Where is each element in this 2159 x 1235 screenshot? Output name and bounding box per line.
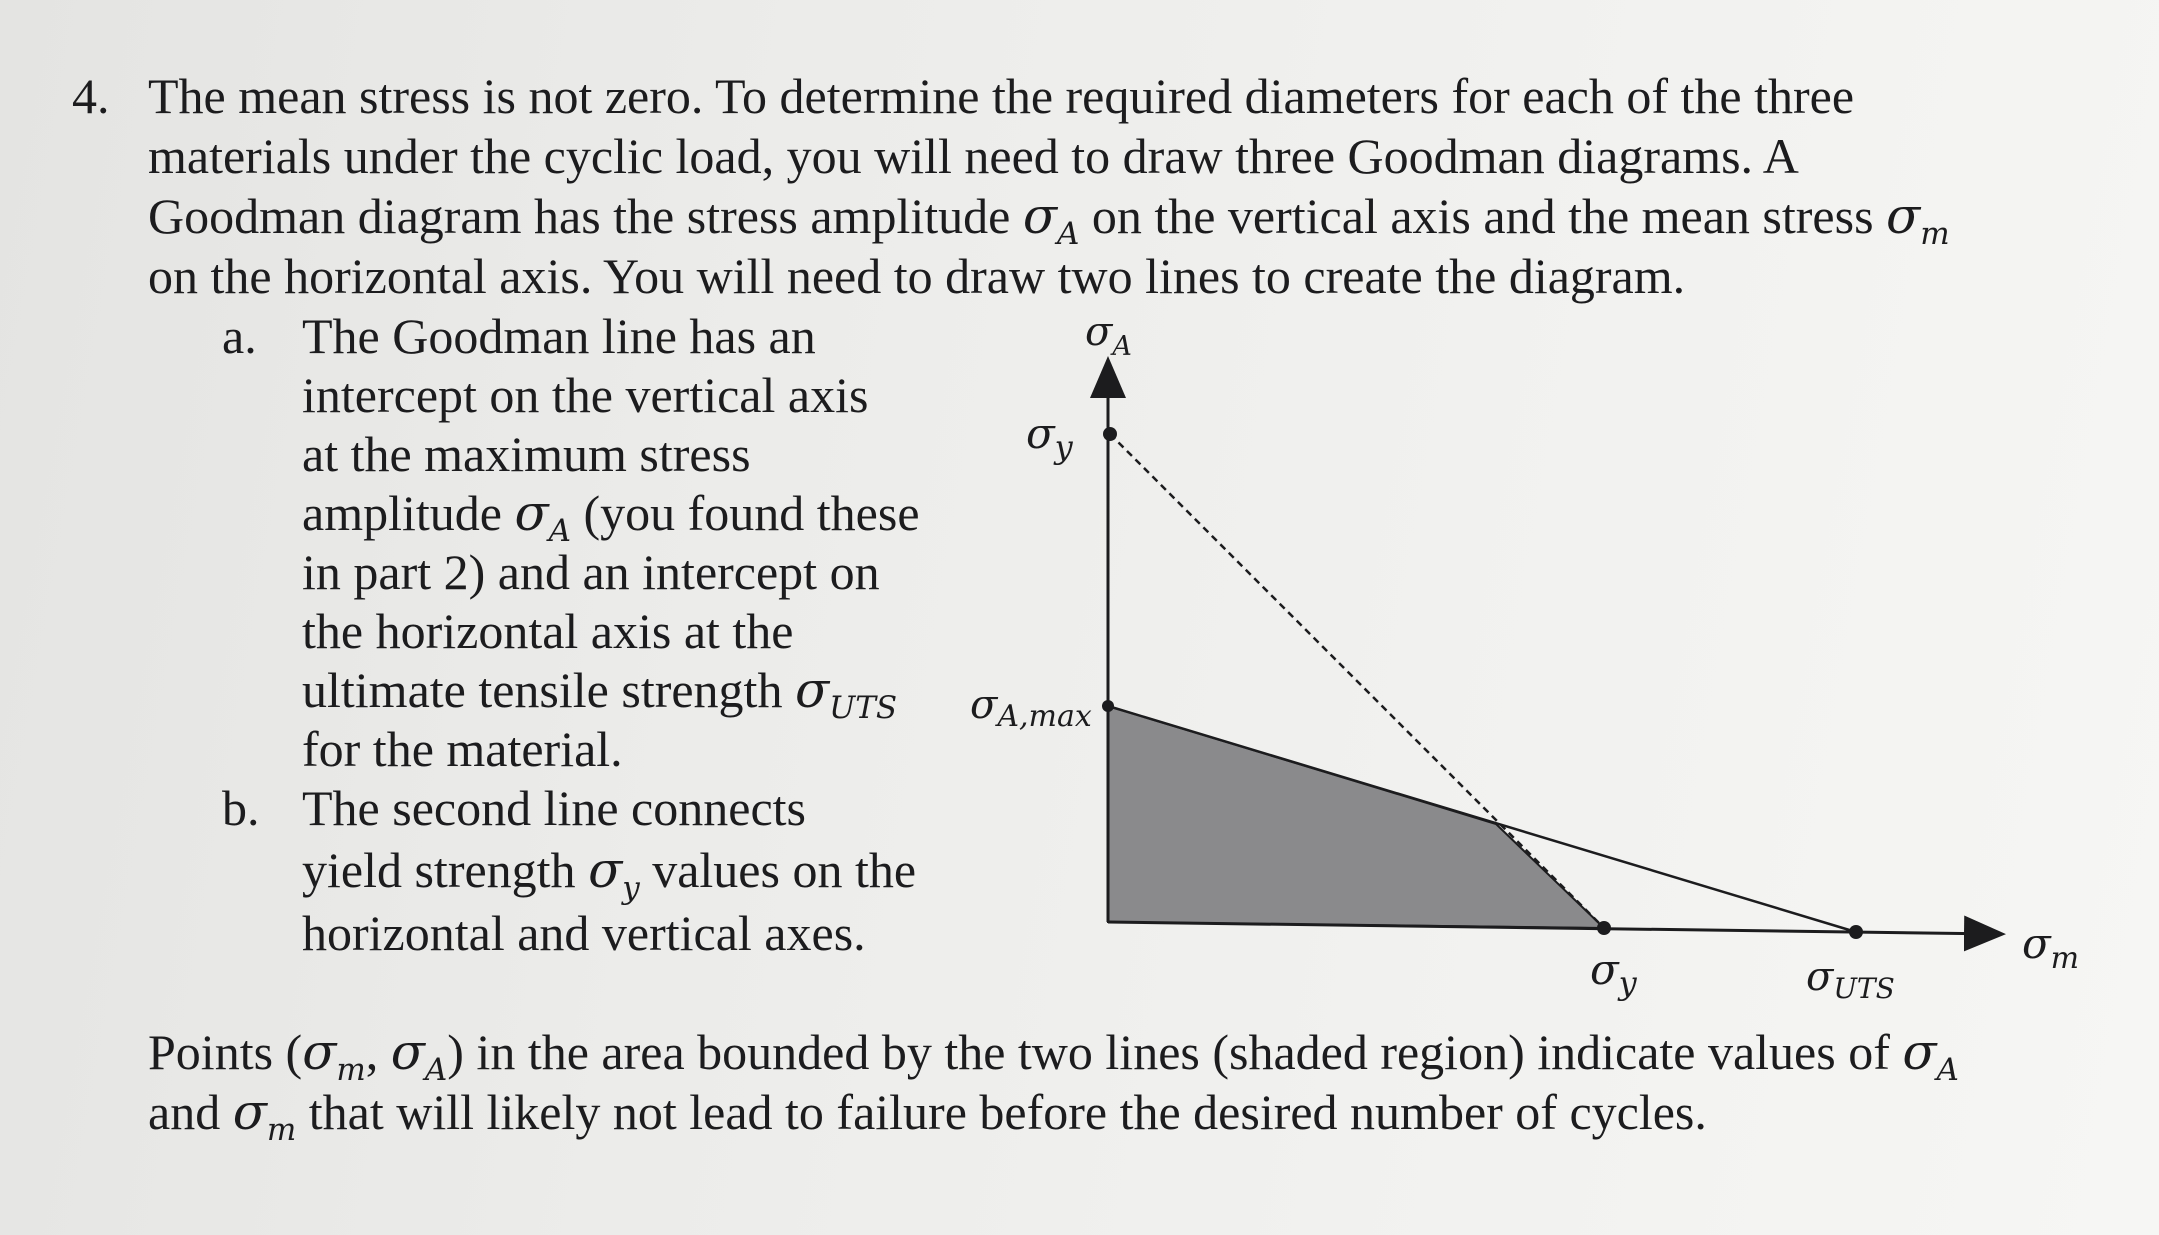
label-sigma-uts (1806, 954, 1895, 1005)
label-sigma-a-max (970, 682, 1092, 734)
sigma-sub: UTS (829, 689, 898, 726)
x-axis-label-sigma: σ (2022, 919, 2051, 968)
sigma-sub: A (424, 1051, 448, 1088)
question-line-4: on the horizontal axis. You will need to draw two lines to create the diagram. (148, 248, 1686, 304)
y-axis-label-sub: A (1112, 331, 1132, 362)
part-b-label: b. (222, 780, 260, 836)
sigma-sub: A (1936, 1051, 1959, 1088)
sigma-sub: A (548, 512, 571, 549)
sigma-char: σ (232, 1083, 267, 1141)
part-a-line-5: in part 2) and an intercept on (302, 544, 880, 600)
sigma-m-symbol (302, 1023, 366, 1088)
part-a-label: a. (222, 308, 257, 364)
part-b-line-2-text-a: yield strength (302, 842, 589, 898)
sigma-sub: m (336, 1051, 366, 1088)
part-b-line-1: The second line connects (302, 780, 806, 836)
label-sigma-y-vertical-sub: y (1054, 428, 1073, 466)
label-sigma-uts-sub: UTS (1833, 972, 1895, 1005)
x-axis-label (2022, 919, 2079, 976)
sigma-m-sub: m (1920, 215, 1950, 252)
label-sigma-y-horizontal-sigma: σ (1590, 945, 1619, 994)
part-a-line-7-text-a: ultimate tensile strength (302, 662, 795, 718)
part-b-line-2-text-b: values on the (639, 842, 917, 898)
label-sigma-a-max-sigma: σ (970, 682, 998, 728)
label-sigma-y-vertical-sigma: σ (1026, 409, 1055, 458)
question-line-2: materials under the cyclic load, you will need to draw three Goodman diagrams. A (148, 128, 1799, 184)
y-axis-label-sigma: σ (1085, 309, 1113, 355)
part-a-line-3: at the maximum stress (302, 426, 751, 482)
sigma-sub: y (622, 869, 640, 906)
y-axis-label (1085, 309, 1132, 362)
part-a-line-1: The Goodman line has an (302, 308, 816, 364)
part-b-line-3: horizontal and vertical axes. (302, 905, 866, 961)
sigma-char: σ (794, 661, 830, 719)
sigma-char: σ (390, 1023, 425, 1081)
label-sigma-y-horizontal (1590, 945, 1638, 1002)
label-sigma-y-vertical (1026, 409, 1074, 466)
safe-region-shading (1108, 706, 1604, 928)
sigma-m-char: σ (1886, 187, 1921, 245)
point-sigma-uts (1849, 925, 1863, 939)
part-a-line-4-text-b: (you found these (570, 485, 920, 541)
footer-line-2 (148, 1082, 1707, 1160)
question-line-3-text-a: Goodman diagram has the stress amplitude (148, 188, 1011, 244)
sigma-char: σ (514, 484, 549, 542)
sigma-char: σ (1902, 1023, 1937, 1081)
sigma-a-symbol (1902, 1023, 1959, 1088)
footer-line-2-text-b: that will likely not lead to failure before the desired number of cycles. (296, 1084, 1707, 1140)
sigma-a-char: σ (1022, 187, 1057, 245)
sigma-a-symbol (390, 1023, 448, 1088)
point-sigma-y-horizontal (1597, 921, 1611, 935)
footer-line-1-text-b: ) in the area bounded by the two lines (shaded region) indicate values of (447, 1024, 1903, 1080)
label-sigma-a-max-sub: A,max (997, 699, 1092, 734)
sigma-char: σ (588, 841, 623, 899)
question-number: 4. (72, 68, 110, 124)
sigma-a-sub: A (1056, 215, 1080, 252)
sigma-sub: m (266, 1111, 297, 1148)
label-sigma-y-horizontal-sub: y (1618, 964, 1637, 1002)
label-sigma-uts-sigma: σ (1806, 954, 1834, 1000)
point-sigma-y-vertical (1103, 427, 1117, 441)
sigma-char: σ (302, 1023, 337, 1081)
part-a-line-2: intercept on the vertical axis (302, 367, 869, 423)
footer-line-1-text-a: Points ( (148, 1024, 303, 1080)
x-axis-label-sub: m (2050, 941, 2080, 976)
part-a-line-8: for the material. (302, 721, 623, 777)
question-line-3-text-b: on the vertical axis and the mean stress (1079, 188, 1887, 244)
part-a-line-6: the horizontal axis at the (302, 603, 794, 659)
footer-comma: , (365, 1024, 391, 1080)
footer-line-2-text-a: and (148, 1084, 233, 1140)
sigma-m-symbol (232, 1083, 297, 1148)
question-line-1: The mean stress is not zero. To determine the required diameters for each of the three (148, 68, 1855, 124)
point-sigma-a-max (1102, 700, 1114, 712)
part-a-line-4-text-a: amplitude (302, 485, 515, 541)
